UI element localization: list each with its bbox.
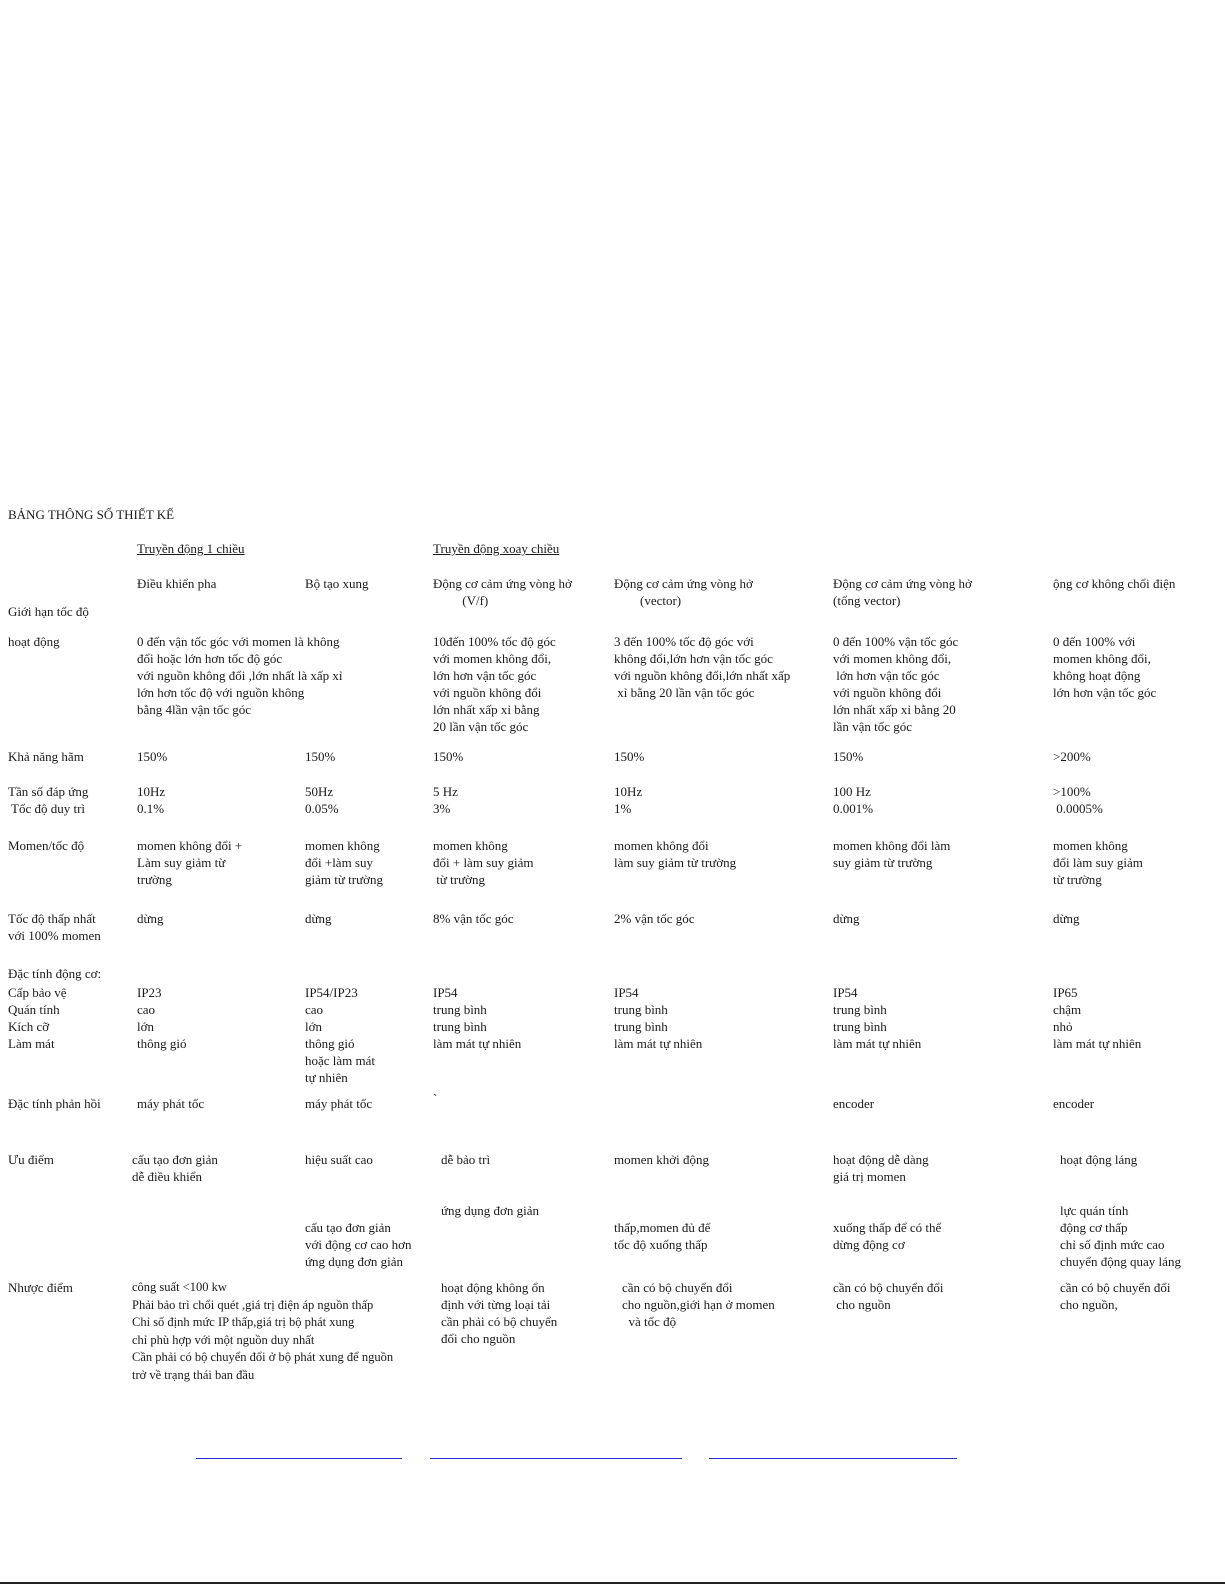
cell-braking: 150% [305, 749, 336, 764]
cell-speed-hold: 0.05% [305, 801, 339, 816]
cell-advantages: dễ bảo trì ứng dụng đơn giản [441, 1152, 540, 1218]
row-label-speed-hold: Tốc độ duy trì [8, 801, 86, 816]
cell-motor-props: IP54/IP23 cao lớn thông gió hoặc làm mát tự nhiên [305, 985, 376, 1085]
cell-disadvantages: hoạt động không ổn định với từng loại tải cần phải có bộ chuyển đổi cho nguồn [441, 1280, 558, 1346]
cell-advantages: hiệu suất cao cấu tạo đơn giản với động cơ cao hơn ứng dụng đơn giản [305, 1152, 412, 1269]
cell-speed-limit-vector: 3 đến 100% tốc độ góc với không đổi,lớn hơn vận tốc góc với nguồn không đổi,lớn nhất xấp xỉ bằng 20 lần vận tốc góc [614, 634, 791, 700]
cell-speed-hold: 3% [433, 801, 451, 816]
cell-disadvantages: công suất <100 kw Phải bảo trì chổi quét ,giá trị điện áp nguồn thấp Chỉ số định mức IP thấp,giá trị bộ phát xung chỉ phù hợp với một nguồn duy nhất Cần phải có bộ chuyển đổi ở bộ phát xung để nguồn trở về trạng thái ban đầu [132, 1280, 394, 1382]
column-header-brushless: ộng cơ không chổi điện [1053, 576, 1176, 591]
cell-frequency: 5 Hz [433, 784, 458, 799]
column-header-phase-control: Điều khiển pha [137, 576, 217, 591]
footer-link-1[interactable] [196, 1458, 402, 1459]
cell-speed-hold: 0.001% [833, 801, 874, 816]
column-header-open-loop-vector: Động cơ cảm ứng vòng hở (vector) [614, 576, 753, 608]
cell-min-speed: 2% vận tốc góc [614, 911, 695, 926]
cell-motor-props: IP54 trung bình trung bình làm mát tự nhiên [614, 985, 703, 1051]
cell-torque-speed: momen không đổi +làm suy giảm từ trường [305, 838, 384, 887]
cell-motor-props: IP23 cao lớn thông gió [137, 985, 187, 1051]
column-header-open-loop-vf: Động cơ cảm ứng vòng hở (V/f) [433, 576, 572, 608]
cell-min-speed: dừng [1053, 911, 1080, 926]
group-heading-ac: Truyền động xoay chiều [433, 541, 560, 556]
row-label-braking: Khả năng hãm [8, 749, 84, 764]
cell-speed-hold: 0.1% [137, 801, 165, 816]
cell-frequency: 50Hz [305, 784, 334, 799]
row-sublabels-motor: Cấp bảo vệ Quán tính Kích cỡ Làm mát [8, 985, 67, 1051]
cell-torque-speed: momen không đổi làm suy giảm từ trường [1053, 838, 1143, 887]
cell-torque-speed: momen không đổi + Làm suy giảm từ trường [137, 838, 243, 887]
row-label-disadvantages: Nhược điểm [8, 1280, 73, 1295]
row-label-speed-limit: Giới hạn tốc độ [8, 604, 89, 619]
cell-feedback: máy phát tốc [305, 1096, 373, 1111]
cell-frequency: 100 Hz [833, 784, 871, 799]
cell-feedback: encoder [1053, 1096, 1095, 1111]
row-label-feedback: Đặc tính phản hồi [8, 1096, 101, 1111]
row-label-min-speed: Tốc độ thấp nhất với 100% momen [8, 911, 101, 943]
cell-torque-speed: momen không đổi + làm suy giảm từ trường [433, 838, 534, 887]
cell-advantages: momen khởi động thấp,momen đủ để tốc độ xuống thấp [614, 1152, 711, 1252]
document-title: BẢNG THÔNG SỐ THIẾT KẾ [8, 507, 175, 522]
cell-motor-props: IP54 trung bình trung bình làm mát tự nhiên [833, 985, 922, 1051]
cell-min-speed: dừng [305, 911, 332, 926]
cell-speed-hold: 0.0005% [1053, 801, 1103, 816]
column-header-pulse-generator: Bộ tạo xung [305, 576, 369, 591]
cell-disadvantages: cần có bộ chuyển đổi cho nguồn,giới hạn ở momen và tốc độ [622, 1280, 775, 1329]
cell-motor-props: IP54 trung bình trung bình làm mát tự nhiên [433, 985, 522, 1051]
cell-torque-speed: momen không đổi làm suy giảm từ trường [833, 838, 951, 870]
row-label-advantages: Ưu điểm [8, 1152, 54, 1167]
cell-min-speed: dừng [137, 911, 164, 926]
cell-min-speed: 8% vận tốc góc [433, 911, 514, 926]
column-header-total-vector: Động cơ cảm ứng vòng hở (tổng vector) [833, 576, 972, 608]
cell-braking: >200% [1053, 749, 1091, 764]
cell-speed-limit-vf: 10đến 100% tốc độ góc với momen không đổi, lớn hơn vận tốc góc với nguồn không đổi lớn nhất xấp xỉ bằng 20 lần vận tốc góc [433, 634, 556, 734]
cell-braking: 150% [433, 749, 464, 764]
cell-advantages: hoạt động dễ dàng giá trị momen xuống thấp để có thể dừng động cơ [833, 1152, 942, 1252]
cell-torque-speed: momen không đổi làm suy giảm từ trường [614, 838, 737, 870]
cell-min-speed: dừng [833, 911, 860, 926]
cell-disadvantages: cần có bộ chuyển đổi cho nguồn [833, 1280, 944, 1312]
row-label-motor-characteristics: Đặc tính động cơ: [8, 966, 102, 981]
cell-speed-limit-total-vector: 0 đến 100% vận tốc góc với momen không đổi, lớn hơn vận tốc góc với nguồn không đổi lớn nhất xấp xỉ bằng 20 lần vận tốc góc [833, 634, 959, 734]
footer-link-2[interactable] [430, 1458, 682, 1459]
cell-frequency: 10Hz [614, 784, 643, 799]
group-heading-dc: Truyền động 1 chiều [137, 541, 245, 556]
cell-feedback: máy phát tốc [137, 1096, 205, 1111]
cell-disadvantages: cần có bộ chuyển đổi cho nguồn, [1060, 1280, 1171, 1312]
footer-link-3[interactable] [709, 1458, 957, 1459]
cell-motor-props: IP65 chậm nhỏ làm mát tự nhiên [1053, 985, 1142, 1051]
cell-speed-hold: 1% [614, 801, 632, 816]
cell-braking: 150% [833, 749, 864, 764]
cell-feedback: ` [433, 1091, 438, 1106]
cell-speed-limit-dc: 0 đến vận tốc góc với momen là không đổi hoặc lớn hơn tốc độ góc với nguồn không đổi ,lớn nhất là xấp xỉ lớn hơn tốc độ với nguồn không bằng 4lần vận tốc góc [137, 634, 343, 717]
cell-frequency: >100% [1053, 784, 1091, 799]
cell-braking: 150% [614, 749, 645, 764]
cell-advantages: hoạt động láng lực quán tính động cơ thấp chỉ số định mức cao chuyển động quay láng [1060, 1152, 1181, 1269]
cell-braking: 150% [137, 749, 168, 764]
cell-speed-limit-brushless: 0 đến 100% với momen không đổi, không hoạt động lớn hơn vận tốc góc [1053, 634, 1157, 700]
cell-advantages: cấu tạo đơn giản dễ điều khiển [132, 1152, 218, 1184]
cell-feedback: encoder [833, 1096, 875, 1111]
row-label-torque-speed: Momen/tốc độ [8, 838, 85, 853]
page-bottom-divider [0, 1582, 1225, 1584]
row-label-operation: hoạt động [8, 634, 60, 649]
row-label-frequency: Tần số đáp ứng [8, 784, 89, 799]
cell-frequency: 10Hz [137, 784, 166, 799]
